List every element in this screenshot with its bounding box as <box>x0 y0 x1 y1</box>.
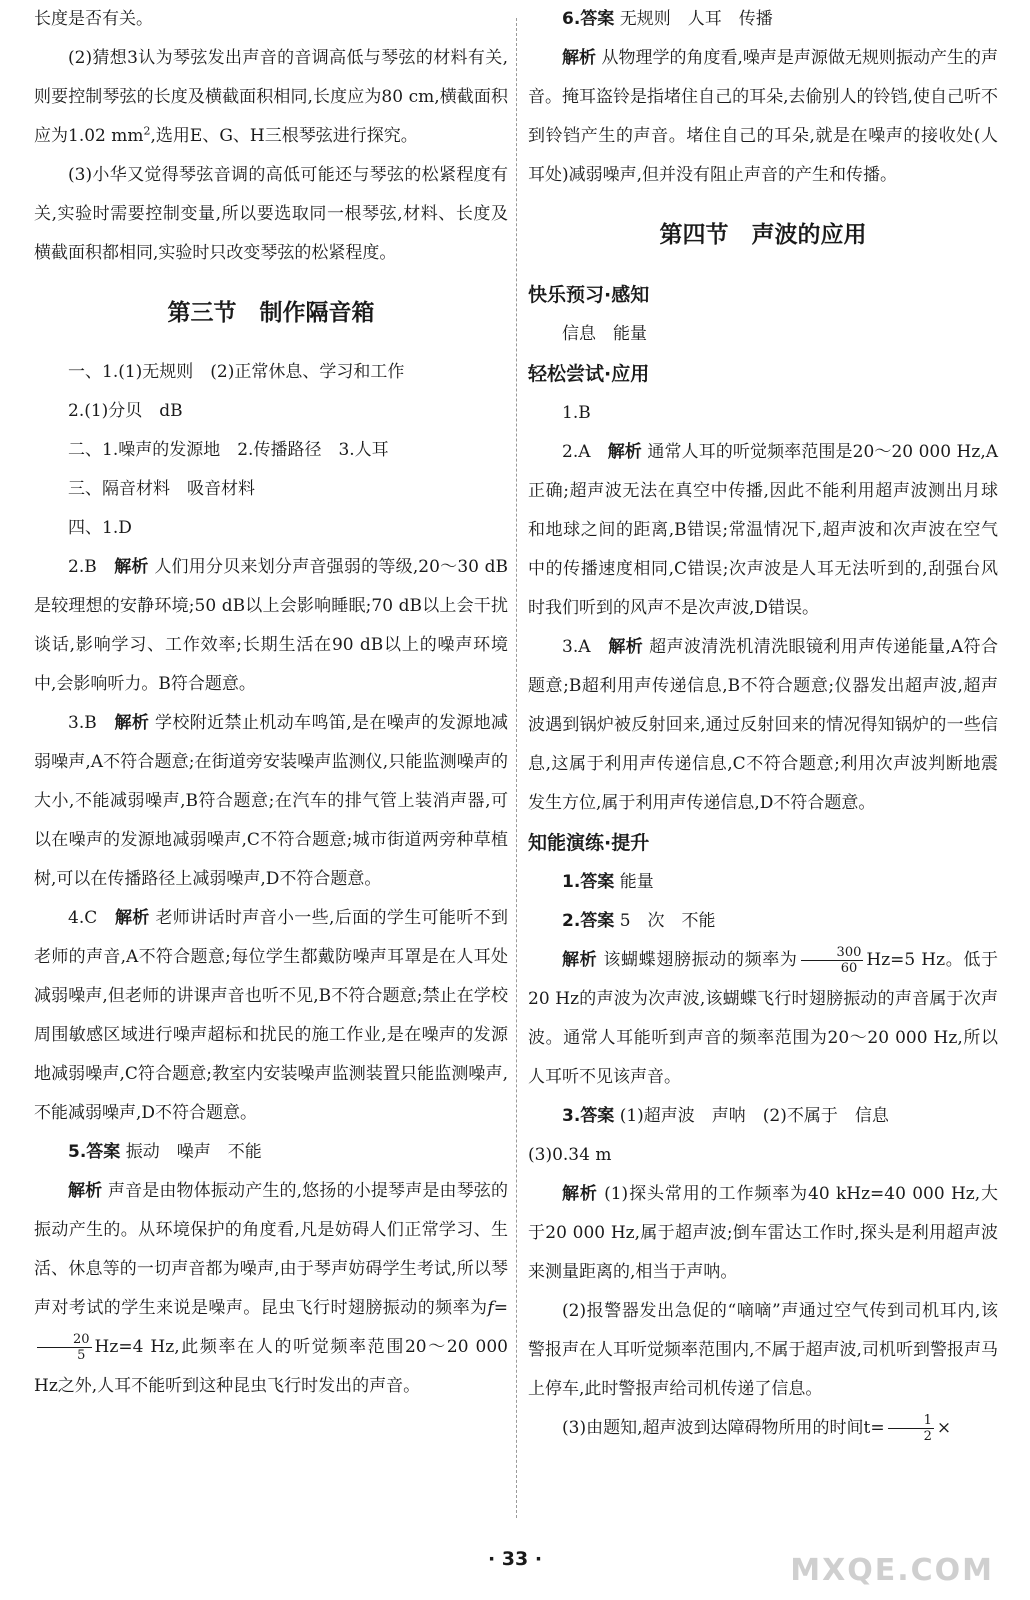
keyword-label: 解析 <box>68 1181 103 1201</box>
keyword-label: 解析 <box>562 1184 598 1204</box>
watermark: MXQE.COM <box>790 1553 994 1588</box>
explanation: (2)报警器发出急促的“嘀嘀”声通过空气传到司机耳内,该警报声在人耳听觉频率范围内,不属于超声波,司机听到警报声马上停车,此时警报声给司机传递了信息。 <box>528 1301 998 1399</box>
keyword-label: 解析 <box>114 908 150 928</box>
keyword-label: 5.答案 <box>68 1142 121 1162</box>
explanation: 解析 从物理学的角度看,噪声是声源做无规则振动产生的声音。掩耳盗铃是指堵住自己的耳朵,去偷别人的铃铛,使自己听不到铃铛产生的声音。堵住自己的耳朵,就是在噪声的接收处(人耳处)减弱噪声,但并没有阻止声音的产生和传播。 <box>528 48 999 185</box>
answer-line: 三、隔音材料 吸音材料 <box>68 479 255 499</box>
subsection-title: 快乐预习·感知 <box>528 284 650 306</box>
answer-item: 4.C 解析 老师讲话时声音小一些,后面的学生可能听不到老师的声音,A不符合题意;每位学生都戴防噪声耳罩是在人耳处减弱噪声,但老师的讲课声音也听不见,B不符合题意;禁止在学校周围敏感区域进行噪声超标和扰民的施工作业,是在噪声的发源地减弱噪声,C符合题意;教室内安装噪声监测装置只能监测噪声,不能减弱噪声,D不符合题意。 <box>34 908 509 1123</box>
page-number: · 33 · <box>487 1548 543 1570</box>
keyword-label: 解析 <box>562 950 598 970</box>
answer-item: 1.答案 能量 <box>562 872 654 892</box>
keyword-label: 解析 <box>114 713 150 733</box>
keyword-label: 3.答案 <box>562 1106 615 1126</box>
answer-line: (3)0.34 m <box>528 1145 612 1165</box>
explanation: (3)由题知,超声波到达障碍物所用的时间t= $\frac{1}{2}$ × <box>562 1413 952 1444</box>
section-title: 第三节 制作隔音箱 <box>167 300 375 326</box>
answer-item: 5.答案 振动 噪声 不能 <box>68 1142 262 1162</box>
keyword-label: 解析 <box>608 637 644 657</box>
answer-line: 二、1.噪声的发源地 2.传播路径 3.人耳 <box>68 440 389 460</box>
answer-item: 3.B 解析 学校附近禁止机动车鸣笛,是在噪声的发源地减弱噪声,A不符合题意;在街道旁安装噪声监测仪,只能监测噪声的大小,不能减弱噪声,B符合题意;在汽车的排气管上装消声器,可以在噪声的发源地减弱噪声,C不符合题意;城市街道两旁种草植树,可以在传播路径上减弱噪声,D不符合题意。 <box>34 713 509 889</box>
fraction: $\frac{300}{60}$ <box>801 945 864 976</box>
paragraph: 长度是否有关。 <box>34 9 153 29</box>
answer-item: 2.答案 5 次 不能 <box>562 911 716 931</box>
section-title: 第四节 声波的应用 <box>659 222 867 248</box>
answer-line: 一、1.(1)无规则 (2)正常休息、学习和工作 <box>68 362 405 382</box>
answer-line: 信息 能量 <box>562 324 647 344</box>
explanation: 解析 声音是由物体振动产生的,悠扬的小提琴声是由琴弦的振动产生的。从环境保护的角度看,凡是妨碍人们正常学习、生活、休息等的一切声音都为噪声,由于琴声妨碍学生考试,所以琴声对考试的学生来说是噪声。昆虫飞行时翅膀振动的频率为f= $\frac{20}{5}$ Hz=4 Hz,此频率在人的听觉频率范围20～20 000 Hz之外,人耳不能听到这种昆虫飞行时发出的声音。 <box>34 1181 509 1396</box>
explanation: 解析 该蝴蝶翅膀振动的频率为 $\frac{300}{60}$ Hz=5 Hz。低于20 Hz的声波为次声波,该蝴蝶飞行时翅膀振动的声音属于次声波。通常人耳能听到声音的频率范围为20～20 000 Hz,所以人耳听不见该声音。 <box>528 945 999 1087</box>
answer-line: 2.(1)分贝 dB <box>68 401 183 421</box>
column-divider <box>516 18 518 1518</box>
explanation: 解析 (1)探头常用的工作频率为40 kHz=40 000 Hz,大于20 000 Hz,属于超声波;倒车雷达工作时,探头是利用超声波来测量距离的,相当于声呐。 <box>528 1184 999 1282</box>
subsection-title: 知能演练·提升 <box>528 832 650 854</box>
left-column <box>34 0 508 1406</box>
keyword-label: 1.答案 <box>562 872 615 892</box>
keyword-label: 解析 <box>562 48 597 68</box>
answer-item: 6.答案 无规则 人耳 传播 <box>562 9 773 29</box>
answer-line: 1.B <box>562 403 591 423</box>
keyword-label: 解析 <box>607 442 642 462</box>
answer-line: 四、1.D <box>68 518 132 538</box>
paragraph: (2)猜想3认为琴弦发出声音的音调高低与琴弦的材料有关,则要控制琴弦的长度及横截面积相同,长度应为80 cm,横截面积应为1.02 $mm^2$,选用E、G、H三根琴弦进行探究。 <box>34 48 508 146</box>
answer-item: 2.A 解析 通常人耳的听觉频率范围是20～20 000 Hz,A正确;超声波无法在真空中传播,因此不能利用超声波测出月球和地球之间的距离,B错误;常温情况下,超声波和次声波在空气中的传播速度相同,C错误;次声波是人耳无法听到的,刮强台风时我们听到的风声不是次声波,D错误。 <box>528 442 999 618</box>
fraction: $\frac{20}{5}$ <box>37 1332 92 1363</box>
answer-item: 3.答案 (1)超声波 声呐 (2)不属于 信息 <box>562 1106 889 1126</box>
subsection-title: 轻松尝试·应用 <box>528 363 650 385</box>
keyword-label: 6.答案 <box>562 9 615 29</box>
paragraph: (3)小华又觉得琴弦音调的高低可能还与琴弦的松紧程度有关,实验时需要控制变量,所以要选取同一根琴弦,材料、长度及横截面积都相同,实验时只改变琴弦的松紧程度。 <box>34 165 508 263</box>
answer-item: 3.A 解析 超声波清洗机清洗眼镜利用声传递能量,A符合题意;B超利用声传递信息,B不符合题意;仪器发出超声波,超声波遇到锅炉被反射回来,通过反射回来的情况得知锅炉的一些信息,这属于利用声传递信息,C不符合题意;利用次声波判断地震发生方位,属于利用声传递信息,D不符合题意。 <box>528 637 999 813</box>
right-column <box>528 0 998 1448</box>
answer-item: 2.B 解析 人们用分贝来划分声音强弱的等级,20～30 dB是较理想的安静环境;50 dB以上会影响睡眠;70 dB以上会干扰谈话,影响学习、工作效率;长期生活在90 dB以上的噪声环境中,会影响听力。B符合题意。 <box>34 557 509 694</box>
keyword-label: 2.答案 <box>562 911 615 931</box>
keyword-label: 解析 <box>114 557 149 577</box>
fraction: $\frac{1}{2}$ <box>888 1413 934 1444</box>
